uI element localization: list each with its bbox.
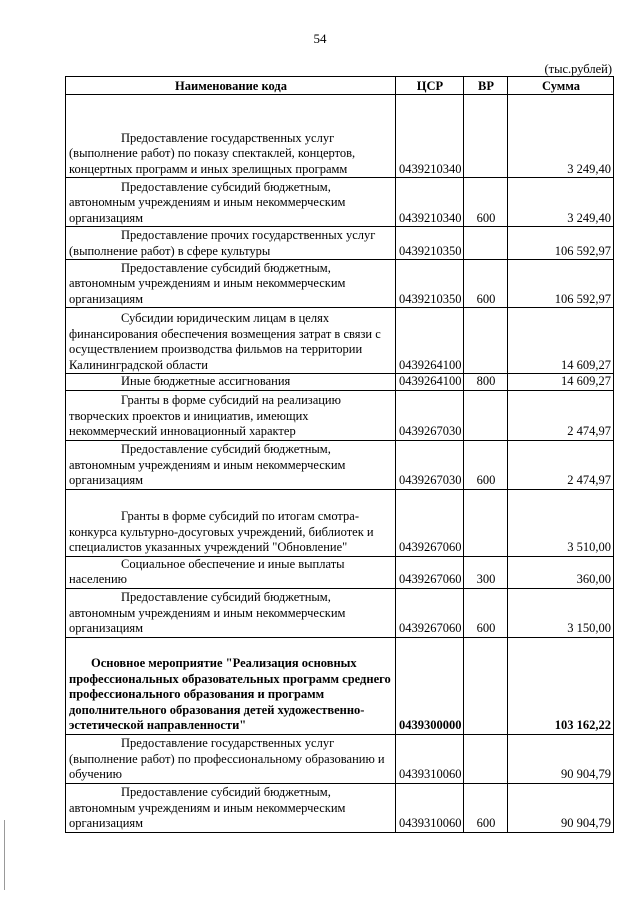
- row-sum: 3 249,40: [508, 178, 614, 227]
- row-csr: 0439210350: [396, 260, 464, 308]
- row-csr: 0439300000: [396, 637, 464, 734]
- scan-edge-mark: [4, 820, 5, 890]
- row-sum: 90 904,79: [508, 734, 614, 783]
- row-name: Предоставление государственных услуг (выполнение работ) по показу спектаклей, концертов, концертных программ и иных зрелищных программ: [66, 95, 396, 178]
- row-vr: 600: [464, 588, 508, 637]
- table-header-row: [66, 77, 614, 95]
- row-vr: 300: [464, 556, 508, 588]
- table-row: [66, 308, 614, 374]
- row-name: Социальное обеспечение и иные выплаты населению: [66, 556, 396, 588]
- row-name: Иные бюджетные ассигнования: [66, 374, 396, 391]
- row-name: Основное мероприятие "Реализация основных профессиональных образовательных программ среднего профессионального образования и программ дополнительного образования детей художественно-эстетической направленности": [66, 637, 396, 734]
- row-sum: 3 150,00: [508, 588, 614, 637]
- row-sum: 2 474,97: [508, 390, 614, 440]
- table-row: [66, 637, 614, 734]
- row-name: Субсидии юридическим лицам в целях финансирования обеспечения возмещения затрат в связи с осуществлением производства фильмов на территории Калининградской области: [66, 308, 396, 374]
- row-csr: 0439264100: [396, 308, 464, 374]
- row-vr: 800: [464, 374, 508, 391]
- header-csr: ЦСР: [396, 77, 464, 95]
- row-vr: 600: [464, 783, 508, 832]
- header-sum: Сумма: [508, 77, 614, 95]
- table-row: [66, 783, 614, 832]
- row-name: Предоставление прочих государственных услуг (выполнение работ) в сфере культуры: [66, 227, 396, 260]
- row-vr: [464, 489, 508, 556]
- row-vr: 600: [464, 440, 508, 489]
- table-row: [66, 390, 614, 440]
- row-name: Предоставление субсидий бюджетным, автономным учреждениям и иным некоммерческим организациям: [66, 588, 396, 637]
- row-vr: [464, 308, 508, 374]
- row-vr: [464, 637, 508, 734]
- row-sum: 106 592,97: [508, 227, 614, 260]
- row-name: Предоставление субсидий бюджетным, автономным учреждениям и иным некоммерческим организациям: [66, 260, 396, 308]
- table-row: [66, 556, 614, 588]
- page-number: 54: [313, 31, 327, 46]
- header-vr: ВР: [464, 77, 508, 95]
- table-row: [66, 260, 614, 308]
- row-vr: [464, 95, 508, 178]
- row-vr: 600: [464, 178, 508, 227]
- table-row: [66, 489, 614, 556]
- table-row: [66, 374, 614, 391]
- row-sum: 14 609,27: [508, 374, 614, 391]
- table-row: [66, 178, 614, 227]
- row-name: Предоставление субсидий бюджетным, автономным учреждениям и иным некоммерческим организациям: [66, 178, 396, 227]
- row-vr: [464, 390, 508, 440]
- table-row: [66, 588, 614, 637]
- row-sum: 90 904,79: [508, 783, 614, 832]
- budget-table: [65, 76, 614, 833]
- row-sum: 103 162,22: [508, 637, 614, 734]
- row-name: Предоставление субсидий бюджетным, автономным учреждениям и иным некоммерческим организациям: [66, 783, 396, 832]
- row-csr: 0439210340: [396, 95, 464, 178]
- row-name: Гранты в форме субсидий на реализацию творческих проектов и инициатив, имеющих некоммерческий инновационный характер: [66, 390, 396, 440]
- row-sum: 106 592,97: [508, 260, 614, 308]
- row-csr: 0439210340: [396, 178, 464, 227]
- row-csr: 0439267030: [396, 440, 464, 489]
- table-row: [66, 227, 614, 260]
- row-name: Предоставление субсидий бюджетным, автономным учреждениям и иным некоммерческим организациям: [66, 440, 396, 489]
- row-sum: 3 510,00: [508, 489, 614, 556]
- row-csr: 0439267030: [396, 390, 464, 440]
- row-vr: [464, 734, 508, 783]
- table-row: [66, 440, 614, 489]
- row-csr: 0439310060: [396, 734, 464, 783]
- table-row: [66, 734, 614, 783]
- units-label: (тыс.рублей): [544, 62, 612, 76]
- row-sum: 2 474,97: [508, 440, 614, 489]
- row-sum: 14 609,27: [508, 308, 614, 374]
- row-sum: 360,00: [508, 556, 614, 588]
- header-name: Наименование кода: [66, 77, 396, 95]
- row-csr: 0439210350: [396, 227, 464, 260]
- row-vr: 600: [464, 260, 508, 308]
- row-csr: 0439267060: [396, 588, 464, 637]
- row-vr: [464, 227, 508, 260]
- row-name: Предоставление государственных услуг (выполнение работ) по профессиональному образованию и обучению: [66, 734, 396, 783]
- row-sum: 3 249,40: [508, 95, 614, 178]
- row-csr: 0439267060: [396, 556, 464, 588]
- table-row: [66, 95, 614, 178]
- row-name: Гранты в форме субсидий по итогам смотра-конкурса культурно-досуговых учреждений, библиотек и специалистов указанных учреждений "Обновление": [66, 489, 396, 556]
- row-csr: 0439310060: [396, 783, 464, 832]
- row-csr: 0439264100: [396, 374, 464, 391]
- row-csr: 0439267060: [396, 489, 464, 556]
